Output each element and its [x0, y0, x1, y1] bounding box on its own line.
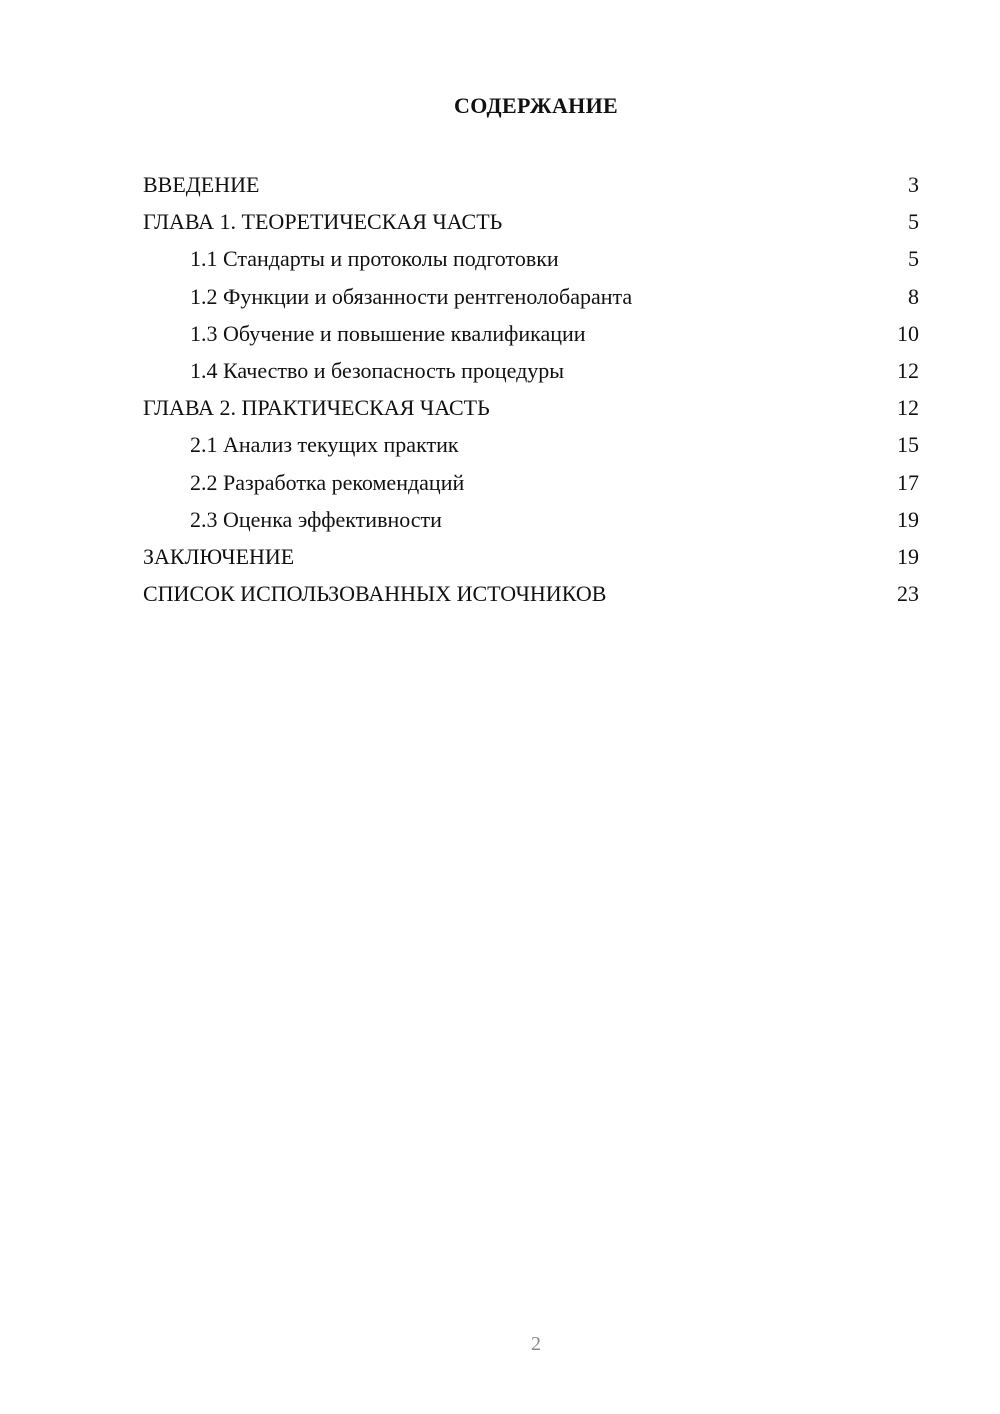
- toc-entry-label: 1.3 Обучение и повышение квалификации: [190, 320, 586, 346]
- toc-entry-section-1-3: [143, 315, 919, 352]
- toc-entry-page: 15: [897, 432, 919, 458]
- toc-entry-page: 12: [897, 357, 919, 383]
- toc-entry-section-2-1: [143, 426, 919, 463]
- toc-entry-conclusion: [143, 538, 919, 575]
- toc-entry-page: 8: [908, 283, 919, 309]
- toc-entry-section-2-3: [143, 501, 919, 538]
- toc-entry-page: 12: [897, 395, 919, 421]
- toc-title: СОДЕРЖАНИЕ: [454, 93, 618, 118]
- toc-entry-label: 1.4 Качество и безопасность процедуры: [190, 357, 565, 383]
- toc-entry-references: [143, 575, 919, 612]
- toc-entry-label: 2.3 Оценка эффективности: [190, 506, 442, 532]
- toc-entry-label: 2.2 Разработка рекомендаций: [190, 469, 465, 495]
- toc-entry-label: 1.2 Функции и обязанности рентгенолобаранта: [190, 283, 633, 309]
- toc-entry-introduction: [143, 166, 919, 203]
- toc-entry-section-1-4: [143, 352, 919, 389]
- toc-entry-label: 1.1 Стандарты и протоколы подготовки: [190, 246, 559, 272]
- table-of-contents: [143, 166, 919, 612]
- toc-entry-page: 10: [897, 320, 919, 346]
- toc-entry-section-2-2: [143, 464, 919, 501]
- toc-entry-chapter-2: [143, 389, 919, 426]
- toc-entry-label: ЗАКЛЮЧЕНИЕ: [143, 543, 295, 569]
- toc-entry-page: 19: [897, 543, 919, 569]
- toc-entry-section-1-1: [143, 240, 919, 277]
- toc-entry-label: СПИСОК ИСПОЛЬЗОВАННЫХ ИСТОЧНИКОВ: [143, 581, 607, 607]
- toc-entry-label: ВВЕДЕНИЕ: [143, 172, 260, 197]
- toc-entry-label: 2.1 Анализ текущих практик: [190, 432, 459, 458]
- toc-entry-label: ГЛАВА 1. ТЕОРЕТИЧЕСКАЯ ЧАСТЬ: [143, 209, 503, 235]
- toc-entry-label: ГЛАВА 2. ПРАКТИЧЕСКАЯ ЧАСТЬ: [143, 395, 490, 421]
- toc-entry-page: 19: [897, 506, 919, 532]
- toc-entry-chapter-1: [143, 203, 919, 240]
- toc-entry-page: 5: [908, 209, 919, 235]
- toc-entry-page: 5: [908, 246, 919, 272]
- page-number: 2: [531, 1333, 541, 1355]
- toc-entry-section-1-2: [143, 278, 919, 315]
- toc-entry-page: 17: [897, 469, 919, 495]
- toc-entry-page: 23: [897, 581, 919, 607]
- toc-entry-page: 3: [908, 172, 919, 197]
